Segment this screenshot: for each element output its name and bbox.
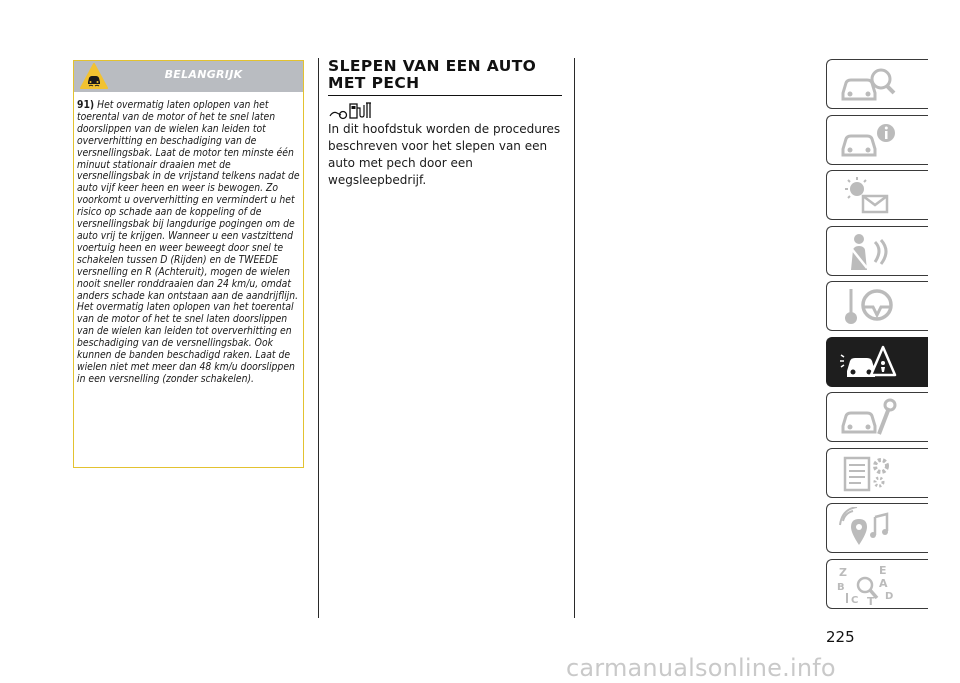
warning-header — [74, 61, 303, 92]
svg-text:D: D — [885, 591, 894, 602]
svg-text:E: E — [879, 564, 887, 577]
column-divider-right — [574, 58, 575, 618]
side-tab-car-search[interactable] — [826, 59, 928, 109]
warning-number: 91) — [77, 99, 95, 111]
side-tab-warning-lights[interactable] — [826, 170, 928, 220]
side-tab-specifications[interactable] — [826, 448, 928, 498]
warning-box — [73, 60, 304, 468]
svg-text:C: C — [851, 595, 859, 606]
svg-text:A: A — [879, 577, 888, 590]
side-tab-driving[interactable] — [826, 281, 928, 331]
side-tab-index[interactable] — [826, 559, 928, 609]
svg-text:T: T — [867, 595, 875, 607]
side-tab-maintenance[interactable] — [826, 392, 928, 442]
section-text: In dit hoofdstuk worden de procedures beschreven voor het slepen van een auto met pech door een wegsleepbedrijf. — [328, 122, 561, 187]
svg-text:Z: Z — [839, 566, 847, 579]
svg-text:B: B — [837, 582, 845, 593]
side-tab-safety[interactable] — [826, 226, 928, 276]
section-title: SLEPEN VAN EEN AUTO MET PECH — [328, 58, 562, 96]
side-tab-car-info[interactable] — [826, 115, 928, 165]
column-divider-left — [318, 58, 319, 618]
watermark: carmanualsonline.info — [566, 654, 836, 682]
side-tab-emergency[interactable] — [826, 337, 928, 387]
warning-body — [74, 92, 303, 386]
side-tab-multimedia[interactable] — [826, 503, 928, 553]
page-number: 225 — [826, 628, 855, 646]
warning-text: Het overmatig laten oplopen van het toerental van de motor of het te snel laten doorslippen van de wielen kan leiden tot oververhitting en beschadiging van de versnellingsbak. Laat de motor ten minste één minuut stationair draaien met de versnellingsbak in de vrijstand telkens nadat de auto vijf keer heen en weer is bewogen. Zo voorkomt u oververhitting en vermindert u het risico op schade aan de koppeling of de versnellingsbak bij langdurige pogingen om de auto vrij te krijgen. Wanneer u een vastzittend voertuig heen en weer beweegt door snel te schakelen tussen D (Rijden) en de TWEEDE versnelling en R (Achteruit), mogen de wielen nooit sneller ronddraaien dan 24 km/u, omdat anders schade kan ontstaan aan de aandrijflijn. Het overmatig laten oplopen van het toerental van de motor of het te snel laten doorslippen van de wielen kan leiden tot oververhitting en beschadiging van de versnellingsbak. Ook kunnen de banden beschadigd raken. Laat de wielen niet met meer dan 48 km/u doorslippen in een versnelling (zonder schakelen). — [77, 99, 300, 385]
warning-title: BELANGRIJK — [164, 68, 243, 81]
